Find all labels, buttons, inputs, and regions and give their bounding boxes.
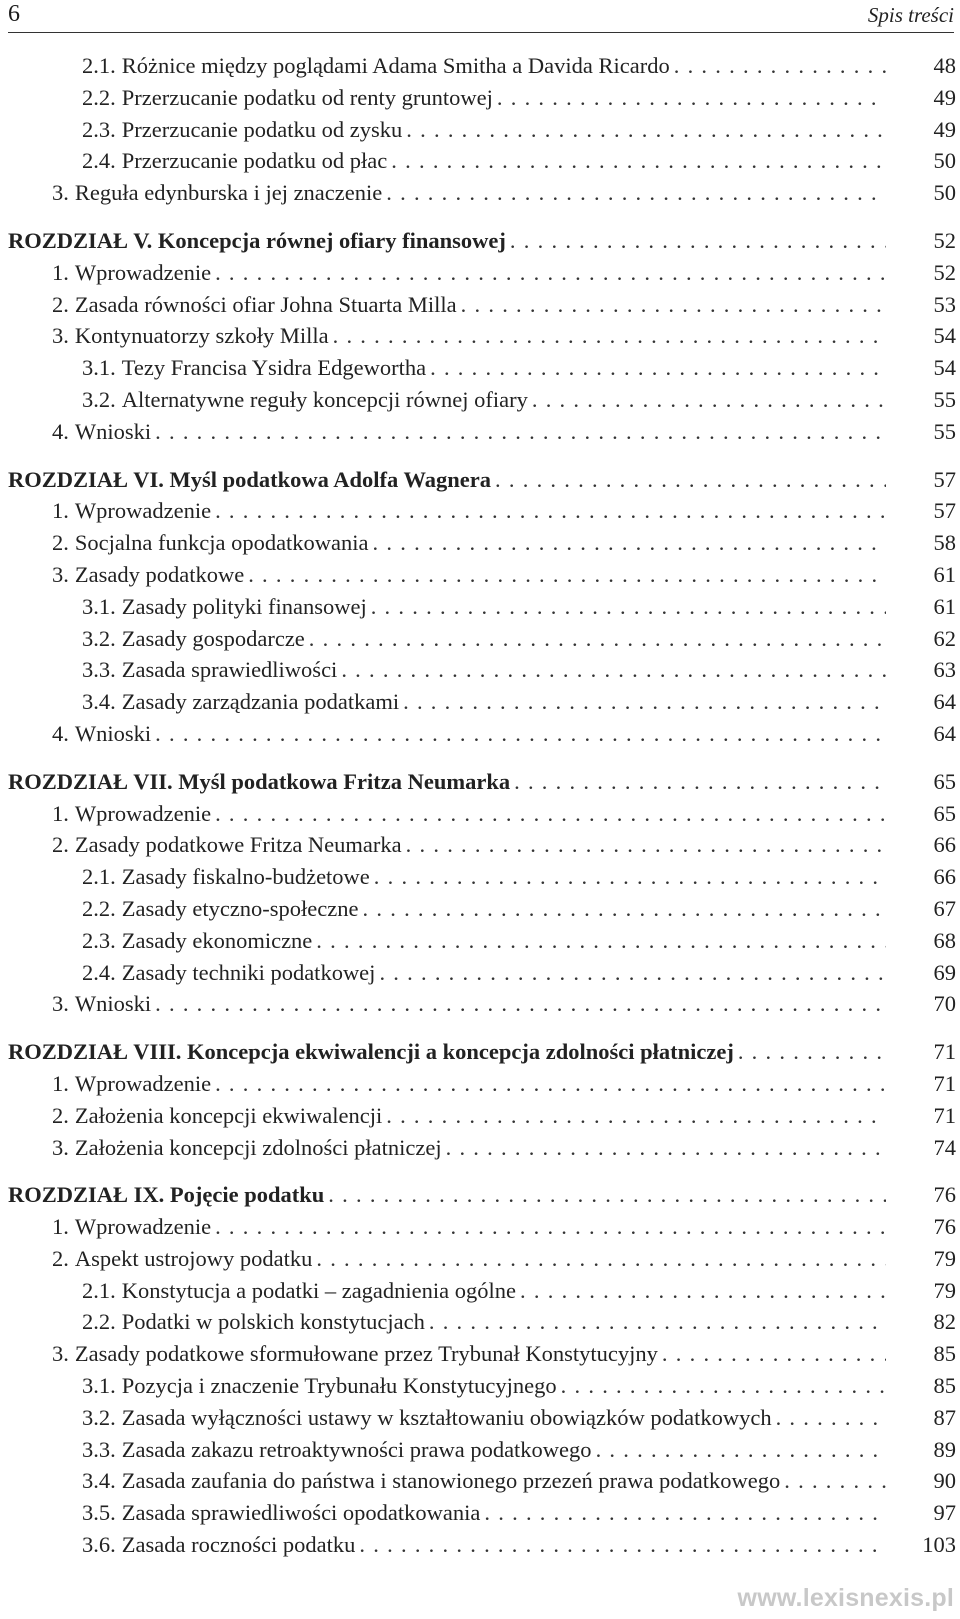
toc-page-number: 65 [933,800,956,826]
toc-entry[interactable] [8,893,956,925]
toc-entry-title: Zasady podatkowe [74,561,245,587]
dot-leader [316,925,886,957]
dot-leader [429,1306,886,1338]
dot-leader [738,1036,886,1068]
toc-entry[interactable] [8,1275,956,1307]
toc-entry[interactable] [8,1402,956,1434]
toc-page-number: 103 [922,1532,956,1558]
toc-page-number: 68 [933,927,956,953]
toc-page-number: 49 [933,116,956,142]
toc-entry-title: Socjalna funkcja opodatkowania [74,530,369,556]
toc-entry-title: ROZDZIAŁ IX. Pojęcie podatku [8,1182,325,1208]
toc-entry-title: Przerzucanie podatku od zysku [121,116,403,142]
toc-entry[interactable] [8,352,956,384]
toc-entry-number: 2.3. [82,116,116,142]
toc-entry[interactable] [8,1132,956,1164]
toc-entry-number: 2.2. [82,895,116,921]
toc-entry[interactable] [8,527,956,559]
toc-entry-title: Kontynuatorzy szkoły Milla [74,323,329,349]
toc-entry[interactable] [8,177,956,209]
toc-entry[interactable] [8,925,956,957]
toc-entry-number: 2.4. [82,148,116,174]
toc-page-number: 62 [933,625,956,651]
toc-entry[interactable] [8,1338,956,1370]
toc-page-number: 53 [933,291,956,317]
toc-page-number: 70 [933,991,956,1017]
toc-page-number: 61 [933,593,956,619]
toc-page-number: 57 [933,498,956,524]
dot-leader [155,988,886,1020]
toc-entry-title: Zasada równości ofiar Johna Stuarta Milla [74,291,457,317]
running-head: Spis treści [867,3,954,27]
toc-entry-title: Zasady fiskalno-budżetowe [121,864,370,890]
toc-entry-title: Tezy Francisa Ysidra Edgewortha [121,355,427,381]
dot-leader [386,1100,886,1132]
toc-entry-number: 3.3. [82,1436,116,1462]
toc-page-number: 76 [933,1182,956,1208]
toc-entry-number: 3.1. [82,355,116,381]
toc-entry-number: 1. [52,1214,69,1240]
toc-entry-title: Wnioski [74,418,152,444]
toc-entry[interactable] [8,114,956,146]
dot-leader [514,766,886,798]
dot-leader [532,384,886,416]
toc-entry[interactable] [8,495,956,527]
toc-entry-title: Zasady ekonomiczne [121,927,313,953]
dot-leader [373,527,886,559]
toc-entry-title: Zasady podatkowe sformułowane przez Trybunał Konstytucyjny [74,1341,658,1367]
dot-leader [333,320,886,352]
dot-leader [215,257,886,289]
toc-entry-title: Wprowadzenie [74,1070,212,1096]
toc-entry-title: Zasady etyczno-społeczne [121,895,359,921]
toc-entry-title: Zasady zarządzania podatkami [121,689,400,715]
dot-leader [215,1211,886,1243]
toc-entry-number: 2. [52,291,69,317]
toc-entry-title: Wnioski [74,991,152,1017]
toc-page-number: 74 [933,1134,956,1160]
toc-page-number: 54 [933,323,956,349]
toc-page-number: 54 [933,355,956,381]
toc-entry[interactable] [8,1434,956,1466]
toc-page-number: 64 [933,720,956,746]
toc-entry-number: 3.2. [82,386,116,412]
toc-entry-number: 3.1. [82,593,116,619]
toc-entry-number: 2.4. [82,959,116,985]
toc-entry-title: Konstytucja a podatki – zagadnienia ogólne [121,1277,517,1303]
toc-entry-number: 4. [52,418,69,444]
toc-page-number: 79 [933,1245,956,1271]
toc-page-number: 85 [933,1373,956,1399]
toc-entry[interactable] [8,686,956,718]
dot-leader [461,289,886,321]
toc-entry-number: 3. [52,1134,69,1160]
toc-entry-title: Wprowadzenie [74,498,212,524]
toc-entry-number: 4. [52,720,69,746]
dot-leader [784,1465,886,1497]
toc-entry[interactable] [8,145,956,177]
dot-leader [215,798,886,830]
toc-entry-number: 1. [52,1070,69,1096]
toc-entry-number: 3.3. [82,657,116,683]
toc-entry-title: Zasady techniki podatkowej [121,959,376,985]
toc-entry-title: Różnice między poglądami Adama Smitha a Davida Ricardo [121,53,670,78]
page-header [8,0,954,33]
dot-leader [446,1132,886,1164]
toc-page-number: 67 [933,895,956,921]
toc-entry-title: Zasada roczności podatku [121,1532,356,1558]
dot-leader [309,623,886,655]
toc-entry-title: Reguła edynburska i jej znaczenie [74,180,383,206]
toc-entry[interactable] [8,1497,956,1529]
toc-entry-number: 1. [52,259,69,285]
dot-leader [403,686,886,718]
toc-entry[interactable] [8,320,956,352]
toc-entry-number: 3.4. [82,689,116,715]
toc-entry-title: Zasady podatkowe Fritza Neumarka [74,832,402,858]
page-number: 6 [8,1,20,27]
toc-page-number: 79 [933,1277,956,1303]
toc-page-number: 87 [933,1404,956,1430]
dot-leader [596,1434,886,1466]
toc-entry-number: 2. [52,530,69,556]
dot-leader [359,1529,886,1561]
toc-entry[interactable] [8,1370,956,1402]
toc-chapter-entry[interactable] [8,1179,956,1211]
toc-entry-title: Zasada wyłączności ustawy w kształtowaniu obowiązków podatkowych [121,1404,772,1430]
toc-entry-title: Alternatywne reguły koncepcji równej ofiary [121,386,528,412]
toc-entry-title: Założenia koncepcji ekwiwalencji [74,1102,383,1128]
dot-leader [215,1068,886,1100]
toc-entry[interactable] [8,1529,956,1561]
toc-entry-title: Podatki w polskich konstytucjach [121,1309,425,1335]
toc-page-number: 55 [933,418,956,444]
dot-leader [495,464,886,496]
toc-entry-title: Wnioski [74,720,152,746]
toc-page-number: 64 [933,689,956,715]
toc-entry[interactable] [8,1465,956,1497]
toc-page-number: 71 [933,1070,956,1096]
dot-leader [379,957,886,989]
dot-leader [674,50,886,82]
dot-leader [328,1179,886,1211]
dot-leader [386,177,886,209]
toc-entry-title: Przerzucanie podatku od renty gruntowej [121,84,493,110]
dot-leader [363,893,886,925]
toc-page-number: 57 [933,466,956,492]
toc-page-number: 48 [933,53,956,78]
toc-entry[interactable] [8,257,956,289]
dot-leader [484,1497,886,1529]
toc-chapter-entry[interactable] [8,225,956,257]
toc-entry-title: Zasada zakazu retroaktywności prawa podatkowego [121,1436,592,1462]
dot-leader [776,1402,886,1434]
toc-entry-number: 3.2. [82,1404,116,1430]
dot-leader [497,82,886,114]
toc-page-number: 85 [933,1341,956,1367]
toc-entry-title: Aspekt ustrojowy podatku [74,1245,313,1271]
toc-page-number: 71 [933,1039,956,1065]
toc-page-number: 89 [933,1436,956,1462]
dot-leader [662,1338,886,1370]
toc-entry[interactable] [8,1306,956,1338]
toc-entry[interactable] [8,50,956,82]
dot-leader [371,591,886,623]
toc-page-number: 76 [933,1214,956,1240]
toc-entry-number: 2.2. [82,84,116,110]
toc-entry-number: 3. [52,1341,69,1367]
toc-entry-number: 3. [52,180,69,206]
toc-entry-title: Zasada zaufania do państwa i stanowionego przezeń prawa podatkowego [121,1468,781,1494]
toc-entry-title: Przerzucanie podatku od płac [121,148,388,174]
toc-page-number: 66 [933,832,956,858]
toc-entry[interactable] [8,559,956,591]
toc-chapter-entry[interactable] [8,766,956,798]
toc-entry-title: Założenia koncepcji zdolności płatniczej [74,1134,442,1160]
toc-entry-number: 2.1. [82,1277,116,1303]
dot-leader [406,114,886,146]
toc-entry-title: Pozycja i znaczenie Trybunału Konstytucyjnego [121,1373,557,1399]
publisher-url[interactable]: www.lexisnexis.pl [737,1584,954,1612]
toc-entry[interactable] [8,289,956,321]
toc-entry-number: 3.1. [82,1373,116,1399]
dot-leader [155,718,886,750]
toc-entry[interactable] [8,1211,956,1243]
toc-entry-number: 3.6. [82,1532,116,1558]
dot-leader [561,1370,886,1402]
toc-entry-number: 2.2. [82,1309,116,1335]
toc-entry[interactable] [8,798,956,830]
toc-page-number: 55 [933,386,956,412]
toc-entry[interactable] [8,829,956,861]
dot-leader [520,1275,886,1307]
toc-entry-number: 2. [52,1102,69,1128]
toc-entry-title: Zasada sprawiedliwości [121,657,338,683]
dot-leader [406,829,886,861]
toc-entry-number: 2. [52,1245,69,1271]
toc-entry-title: ROZDZIAŁ VI. Myśl podatkowa Adolfa Wagnera [8,466,492,492]
toc-page-number: 65 [933,768,956,794]
toc-entry[interactable] [8,591,956,623]
toc-entry[interactable] [8,1068,956,1100]
toc-entry[interactable] [8,988,956,1020]
table-of-contents [8,50,956,1561]
toc-entry[interactable] [8,861,956,893]
toc-entry-number: 2.3. [82,927,116,953]
toc-page-number: 66 [933,864,956,890]
toc-entry[interactable] [8,1243,956,1275]
toc-entry[interactable] [8,82,956,114]
dot-leader [316,1243,886,1275]
toc-entry-number: 3.5. [82,1500,116,1526]
toc-entry-title: Zasady polityki finansowej [121,593,367,619]
toc-page-number: 49 [933,84,956,110]
toc-entry[interactable] [8,654,956,686]
toc-entry-number: 2. [52,832,69,858]
toc-page-number: 52 [933,227,956,253]
toc-entry-number: 3.2. [82,625,116,651]
toc-entry[interactable] [8,384,956,416]
toc-entry[interactable] [8,623,956,655]
toc-page-number: 58 [933,530,956,556]
toc-entry-number: 3. [52,323,69,349]
toc-entry[interactable] [8,1100,956,1132]
toc-chapter-entry[interactable] [8,1036,956,1068]
toc-entry[interactable] [8,718,956,750]
toc-entry[interactable] [8,416,956,448]
toc-page-number: 69 [933,959,956,985]
toc-page-number: 50 [933,148,956,174]
toc-entry-title: Wprowadzenie [74,259,212,285]
dot-leader [430,352,886,384]
dot-leader [155,416,886,448]
toc-entry-title: ROZDZIAŁ V. Koncepcja równej ofiary finansowej [8,227,506,253]
toc-entry-number: 3. [52,561,69,587]
dot-leader [391,145,886,177]
toc-page-number: 63 [933,657,956,683]
toc-page-number: 61 [933,561,956,587]
toc-entry-number: 2.1. [82,53,116,78]
toc-entry-number: 3. [52,991,69,1017]
toc-entry-title: Wprowadzenie [74,800,212,826]
toc-entry-number: 1. [52,498,69,524]
toc-entry-number: 2.1. [82,864,116,890]
dot-leader [510,225,886,257]
toc-chapter-entry[interactable] [8,464,956,496]
toc-entry-number: 1. [52,800,69,826]
toc-entry-title: ROZDZIAŁ VII. Myśl podatkowa Fritza Neumarka [8,768,511,794]
toc-entry-title: Zasady gospodarcze [121,625,305,651]
toc-page-number: 52 [933,259,956,285]
toc-page-number: 50 [933,180,956,206]
toc-entry-number: 3.4. [82,1468,116,1494]
toc-entry-title: Zasada sprawiedliwości opodatkowania [121,1500,481,1526]
toc-entry-title: Wprowadzenie [74,1214,212,1240]
toc-page-number: 71 [933,1102,956,1128]
dot-leader [248,559,886,591]
dot-leader [374,861,886,893]
dot-leader [215,495,886,527]
toc-entry[interactable] [8,957,956,989]
toc-page-number: 90 [933,1468,956,1494]
toc-page-number: 82 [933,1309,956,1335]
toc-entry-title: ROZDZIAŁ VIII. Koncepcja ekwiwalencji a koncepcja zdolności płatniczej [8,1039,734,1065]
toc-page-number: 97 [933,1500,956,1526]
dot-leader [341,654,886,686]
